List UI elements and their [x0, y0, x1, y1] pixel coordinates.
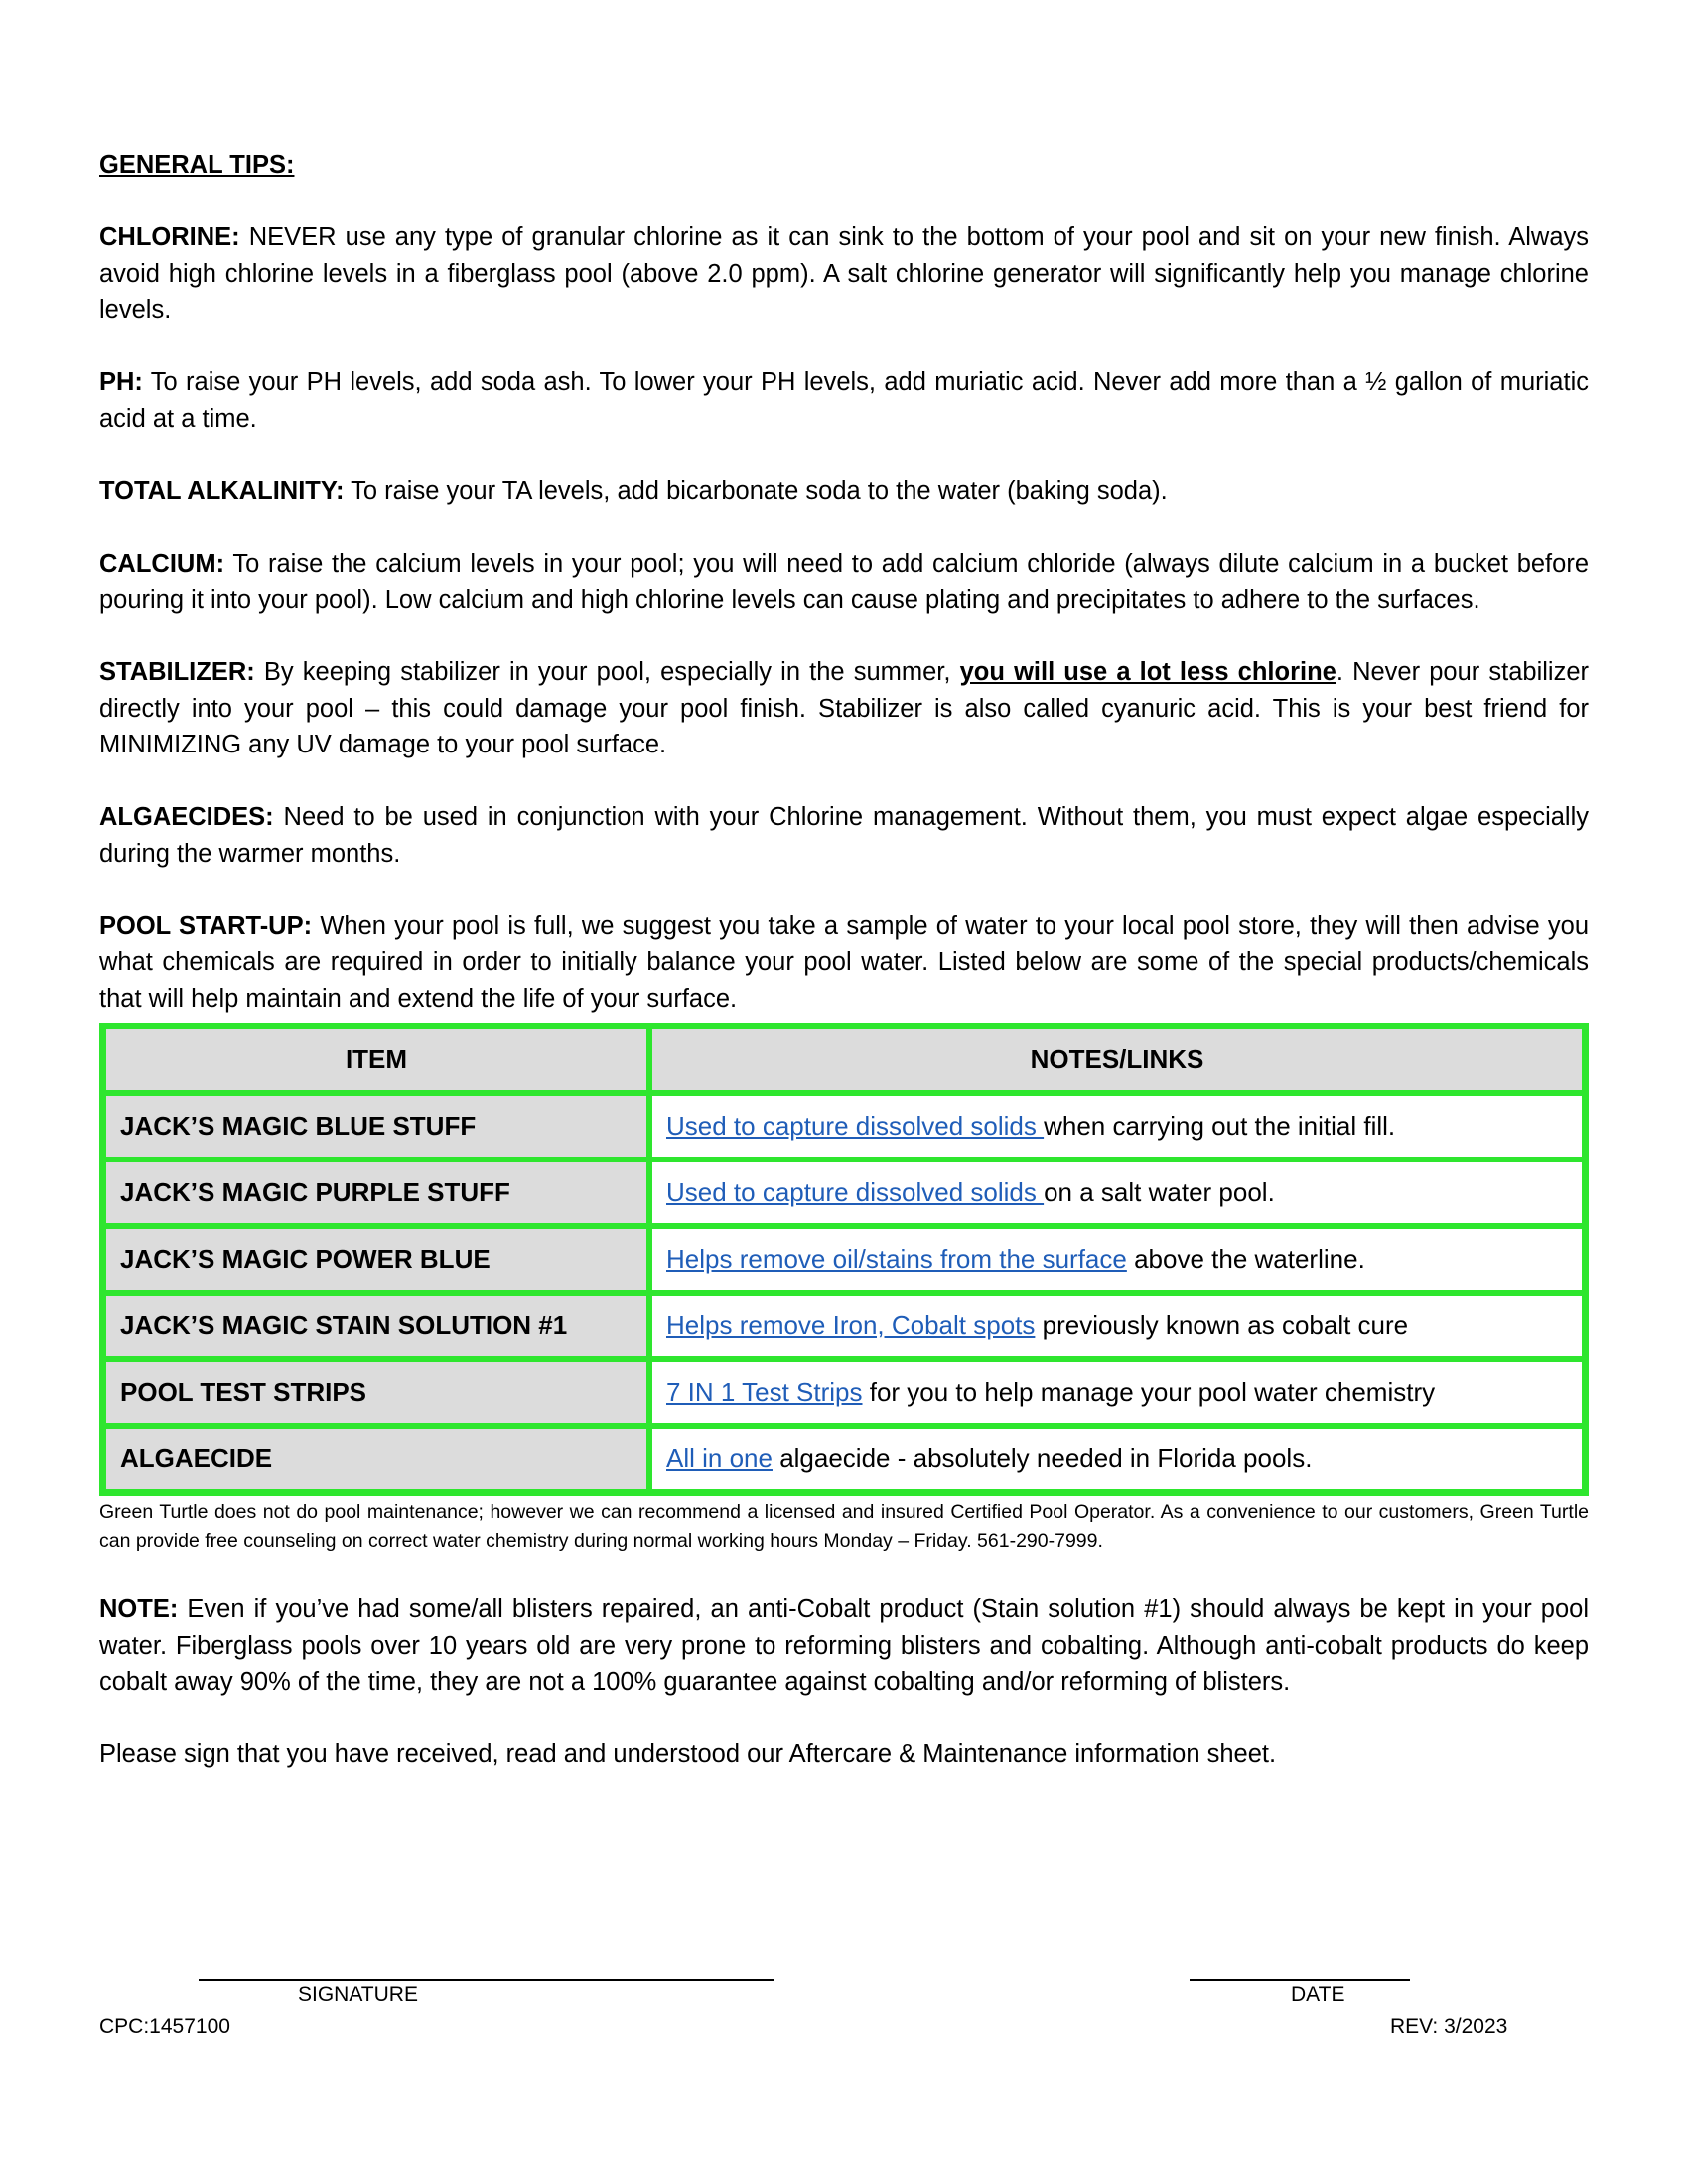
table-row: [103, 1160, 1585, 1226]
notes-cell: [649, 1160, 1585, 1226]
note-paragraph: [99, 1591, 1589, 1701]
note-text: Even if you’ve had some/all blisters repaired, an anti-Cobalt product (Stain solution #1) should always be kept in your pool water. Fiberglass pools over 10 years old are very prone to reforming blisters and cobalting. Although anti-cobalt products do keep cobalt away 90% of the time, they are not a 100% guarantee against cobalting and/or reforming of blisters.: [99, 1595, 1589, 1696]
chlorine-text: NEVER use any type of granular chlorine as it can sink to the bottom of your pool and sit on your new finish. Always avoid high chlorine levels in a fiberglass pool (above 2.0 ppm). A salt chlorine generator will significantly help you manage chlorine levels.: [99, 223, 1589, 324]
item-cell: JACK’S MAGIC POWER BLUE: [103, 1226, 649, 1293]
chlorine-paragraph: [99, 219, 1589, 329]
calcium-label: CALCIUM:: [99, 549, 225, 578]
item-cell: JACK’S MAGIC PURPLE STUFF: [103, 1160, 649, 1226]
notes-text: when carrying out the initial fill.: [1044, 1111, 1396, 1141]
sign-request: Please sign that you have received, read and understood our Aftercare & Maintenance information sheet.: [99, 1740, 1277, 1768]
alkalinity-paragraph: [99, 474, 1589, 510]
fineprint-disclaimer: Green Turtle does not do pool maintenance; however we can recommend a licensed and insured Certified Pool Operator. As a convenience to our customers, Green Turtle can provide free counseling on correct water chemistry during normal working hours Monday – Friday. 561-290-7999.: [99, 1501, 1589, 1552]
algaecides-paragraph: [99, 799, 1589, 872]
stabilizer-paragraph: [99, 654, 1589, 763]
item-cell: JACK’S MAGIC BLUE STUFF: [103, 1093, 649, 1160]
cpc-license: CPC:1457100: [99, 2015, 230, 2038]
notes-text: above the waterline.: [1126, 1244, 1365, 1274]
signature-line[interactable]: [199, 1979, 774, 1981]
note-label: NOTE:: [99, 1595, 179, 1623]
alkalinity-label: TOTAL ALKALINITY:: [99, 477, 345, 505]
startup-text: When your pool is full, we suggest you take a sample of water to your local pool store, they will then advise you what chemicals are required in order to initially balance your pool water. Listed below are some of the special products/chemicals that will help maintain and extend the life of your surface.: [99, 911, 1589, 1013]
notes-cell: [649, 1426, 1585, 1492]
ph-label: PH:: [99, 368, 143, 396]
notes-text: for you to help manage your pool water chemistry: [862, 1377, 1436, 1407]
ph-paragraph: [99, 364, 1589, 437]
table-row: [103, 1093, 1585, 1160]
date-label: DATE: [1291, 1983, 1345, 2006]
table-header-row: [103, 1026, 1585, 1093]
stabilizer-text-before: By keeping stabilizer in your pool, especially in the summer,: [254, 658, 960, 686]
revision-label: REV: 3/2023: [1390, 2015, 1508, 2038]
item-column-header: ITEM: [103, 1026, 649, 1093]
product-link[interactable]: Used to capture dissolved solids: [666, 1177, 1045, 1207]
stabilizer-text-after: . Never pour stabilizer directly into your pool – this could damage your pool finish. Stabilizer is also called cyanuric acid. This is your best friend for MINIMIZING any UV damage to your pool surface.: [99, 658, 1590, 758]
startup-paragraph: [99, 908, 1589, 1018]
notes-column-header: NOTES/LINKS: [649, 1026, 1585, 1093]
product-link[interactable]: Used to capture dissolved solids: [666, 1111, 1045, 1141]
table-row: [103, 1226, 1585, 1293]
item-cell: JACK’S MAGIC STAIN SOLUTION #1: [103, 1293, 649, 1359]
product-link[interactable]: Helps remove oil/stains from the surface: [666, 1244, 1127, 1274]
page-heading: GENERAL TIPS:: [99, 151, 295, 179]
document-page: [99, 147, 1589, 1809]
item-cell: POOL TEST STRIPS: [103, 1359, 649, 1426]
notes-cell: [649, 1226, 1585, 1293]
product-link[interactable]: 7 IN 1 Test Strips: [666, 1377, 863, 1407]
notes-cell: [649, 1093, 1585, 1160]
products-table: [99, 1023, 1589, 1496]
item-cell: ALGAECIDE: [103, 1426, 649, 1492]
calcium-paragraph: [99, 546, 1589, 618]
notes-cell: [649, 1293, 1585, 1359]
notes-cell: [649, 1359, 1585, 1426]
notes-text: on a salt water pool.: [1044, 1177, 1275, 1207]
date-line[interactable]: [1190, 1979, 1410, 1981]
signature-label: SIGNATURE: [298, 1983, 418, 2006]
ph-text: To raise your PH levels, add soda ash. To lower your PH levels, add muriatic acid. Never add more than a ½ gallon of muriatic acid at a time.: [99, 368, 1589, 433]
table-row: [103, 1359, 1585, 1426]
notes-text: previously known as cobalt cure: [1035, 1310, 1409, 1340]
stabilizer-label: STABILIZER:: [99, 658, 255, 686]
product-link[interactable]: All in one: [666, 1443, 773, 1473]
startup-label: POOL START-UP:: [99, 911, 313, 940]
algaecides-label: ALGAECIDES:: [99, 803, 274, 831]
table-row: [103, 1426, 1585, 1492]
product-link[interactable]: Helps remove Iron, Cobalt spots: [666, 1310, 1036, 1340]
alkalinity-text: To raise your TA levels, add bicarbonate soda to the water (baking soda).: [344, 477, 1168, 505]
table-row: [103, 1293, 1585, 1359]
algaecides-text: Need to be used in conjunction with your Chlorine management. Without them, you must expect algae especially during the warmer months.: [99, 803, 1589, 868]
stabilizer-emphasis: you will use a lot less chlorine: [959, 658, 1336, 686]
calcium-text: To raise the calcium levels in your pool; you will need to add calcium chloride (always dilute calcium in a bucket before pouring it into your pool). Low calcium and high chlorine levels can cause plating and precipitates to adhere to the surfaces.: [99, 549, 1589, 614]
notes-text: algaecide - absolutely needed in Florida pools.: [772, 1443, 1313, 1473]
chlorine-label: CHLORINE:: [99, 223, 240, 251]
